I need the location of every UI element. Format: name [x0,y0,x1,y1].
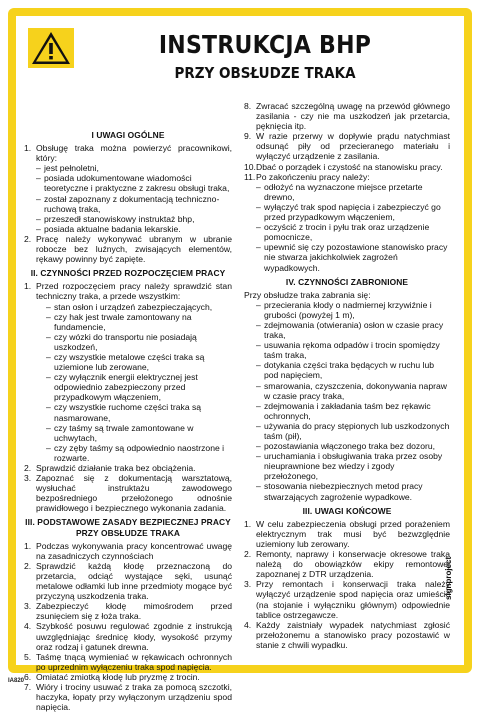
item-number: 3. [24,601,32,612]
dash-item: – pozostawiania włączonego traka bez dozoru, [244,441,450,451]
section-heading: III. UWAGI KOŃCOWE [302,505,392,516]
list-item [24,601,232,621]
dash-item: – oczyścić z trocin i pyłu trak oraz urządzenie pomocnicze, [244,222,450,242]
dash-item: – używania do pracy stępionych lub uszkodzonych taśm (pił), [244,421,450,441]
item-text: Każdy zaistniały wypadek natychmiast zgłosić przełożonemu a stanowisko pracy pozostawić w stanie z chwili wypadku. [256,619,450,650]
item-number: 2. [24,463,32,473]
dash-item: – czy taśmy są trwale zamontowane w uchwytach, [24,423,232,443]
item-text: Sprawdzić działanie traka bez obciążenia. [36,463,196,473]
warning-triangle-icon [28,28,74,68]
item-number: 1. [24,143,32,154]
dash-item: – upewnić się czy pozostawione stanowisko pracy nie stwarza jakichkolwiek zagrożeń wypadkowych. [244,242,450,272]
page-subtitle: PRZY OBSŁUDZE TRAKA [174,64,356,82]
list-item [24,652,232,672]
item-text: W razie przerwy w dopływie prądu natychmiast odsunąć piły od przecieranego materiału i wyłączyć urządzenie z zasilania. [256,131,450,162]
product-code: IA820 [8,678,25,684]
item-number: 5. [24,651,32,662]
section-intro: Przy obsłudze traka zabrania się: [244,289,371,300]
dash-item: – posiada udokumentowane wiadomości teoretyczne i praktyczne z zakresu obsługi traka, [24,173,232,193]
dash-item: – uruchamiania i obsługiwania traka przez osoby nieuprawnione bez wiedzy i zgody przełożonego, [244,451,450,481]
dash-item: – posiada aktualne badania lekarskie. [24,224,232,234]
dash-item: – czy wszystkie ruchome części traka są nasmarowane, [24,402,232,422]
item-number: 1. [24,281,32,292]
list-item [244,549,450,579]
right-column [244,101,450,650]
item-text: Podczas wykonywania pracy koncentrować uwagę na zasadniczych czynnościach [36,540,232,561]
list-item [24,541,232,561]
item-text: Taśmę tnącą wymieniać w rękawicach ochronnych po uprzednim wyłączeniu traka spod napięcia. [36,651,232,672]
dash-item: – czy wszystkie metalowe części traka są uziemione lub zerowane, [24,352,232,372]
dash-item: – czy wózki do transportu nie posiadają uszkodzeń, [24,332,232,352]
list-item [24,234,232,264]
item-text: Zapoznać się z dokumentacją warsztatową, wysłuchać instruktażu zawodowego bezpośredniego przełożonego odnośnie prawidłowego i bezpiecznego wykonania zadania. [36,473,232,514]
list-item [24,143,232,163]
dash-item: – wyłączyć trak spod napięcia i zabezpieczyć go przed przypadkowym włączeniem, [244,202,450,222]
list-item [24,473,232,513]
list-item [244,131,450,161]
item-text: Omiatać zmiotką kłodę lub pryzmę z trocin. [36,671,200,682]
dash-item: – czy hak jest trwale zamontowany na fundamencie, [24,312,232,332]
dash-item: – stan osłon i urządzeń zabezpieczających, [24,302,232,312]
dash-item: – czy wyłącznik energii elektrycznej jest odpowiednio zabezpieczony przed przypadkowym włączeniem, [24,372,232,402]
section-heading: II. CZYNNOŚCI PRZED ROZPOCZĘCIEM PRACY [30,268,226,279]
list-item [24,463,232,473]
item-number: 3. [244,579,252,590]
item-text: Wióry i trociny usuwać z traka za pomocą szczotki, haczyka, łopaty przy wyłączonym urządzeniu spod napięcia. [36,681,232,712]
list-item [24,672,232,682]
item-text: Przy remontach i konserwacji traka należy wyłączyć urządzenie spod napięcia oraz umieścić (na stojanie i wyłączniku głównym) odpowiednie tablice ostrzegawcze. [256,579,450,620]
item-text: Dbać o porządek i czystość na stanowisku pracy. [256,161,443,172]
section-heading: IV. CZYNNOŚCI ZABRONIONE [285,276,409,287]
item-text: Szybkość posuwu regulować zgodnie z instrukcją uwzględniając średnicę kłody, wysokość przymy oraz rodzaj i gatunek drewna. [36,621,232,652]
dash-item: – zdejmowania (otwierania) osłon w czasie pracy traka, [244,320,450,340]
item-number: 8. [244,101,252,111]
item-text: Obsługę traka można powierzyć pracownikowi, który: [36,143,232,164]
item-number: 4. [24,621,32,632]
dash-item: – przecierania kłody o nadmiernej krzywiźnie i grubości (powyżej 1 m), [244,300,450,320]
dash-item: – dotykania części traka będących w ruchu lub pod napięciem, [244,360,450,380]
item-number: 1. [244,518,252,529]
item-text: Po zakończeniu pracy należy: [256,171,370,182]
dash-item: – smarowania, czyszczenia, dokonywania napraw w czasie pracy traka, [244,381,450,401]
list-item [24,561,232,601]
section-heading: I UWAGI OGÓLNE [91,130,165,140]
item-number: 10. [244,161,256,172]
list-item [244,579,450,619]
item-number: 2. [24,560,32,571]
item-text: Sprawdzić każdą kłodę przeznaczoną do przetarcia, odciąć wystające sęki, usunąć metalowe odłamki lub inne przedmioty mogące być przyczyną uszkodzenia traka. [36,560,232,602]
item-number: 9. [244,131,252,142]
item-text: Przed rozpoczęciem pracy należy sprawdzić stan techniczny traka, a przede wszystkim: [36,281,232,302]
item-text: W celu zabezpieczenia obsługi przed porażeniem elektrycznym trak musi być bezwzględnie uziemiony lub zerowany. [256,518,450,549]
brand-logo: signproject [444,556,453,600]
dash-item: – zdejmowania i zakładania taśm bez rękawic ochronnych, [244,401,450,421]
item-text: Zwracać szczególną uwagę na przewód głównego zasilania - czy nie ma uszkodzeń jak przetarcia, pęknięcia itp. [256,101,450,132]
item-number: 1. [24,540,32,551]
item-number: 7. [24,681,32,692]
dash-item: – odłożyć na wyznaczone miejsce przetarte drewno, [244,182,450,202]
left-column [24,101,232,712]
section-heading: III. PODSTAWOWE ZASADY BEZPIECZNEJ PRACY PRZY OBSŁUDZE TRAKA [25,517,231,538]
item-number: 2. [24,233,32,244]
list-item [24,281,232,301]
dash-item: – przeszedł stanowiskowy instruktaż bhp, [24,214,232,224]
item-number: 6. [24,671,32,682]
dash-item: – stosowania niebezpiecznych metod pracy stwarzających zagrożenie wypadkowe. [244,481,450,501]
item-text: Zabezpieczyć kłodę mimośrodem przed zsunięciem się z łoża traka. [36,601,232,622]
list-item [244,519,450,549]
item-number: 2. [244,549,252,560]
item-text: Remonty, naprawy i konserwacje okresowe traka należą do obowiązków ekipy remontowej zapoznanej z DTR urządzenia. [256,549,450,580]
item-number: 3. [24,473,32,484]
list-item [24,621,232,651]
item-number: 11. [244,171,256,182]
dash-item: – usuwania rękoma odpadów i trocin spomiędzy taśm traka, [244,340,450,360]
list-item [244,162,450,172]
dash-item: – został zapoznany z dokumentacją techniczno-ruchową traka, [24,194,232,214]
list-item [244,172,450,182]
item-number: 4. [244,619,252,630]
list-item [24,682,232,712]
dash-item: – czy zęby taśmy są odpowiednio naostrzone i rozwarte. [24,443,232,463]
list-item [244,101,450,131]
page-title: INSTRUKCJA BHP [158,30,372,59]
list-item [244,620,450,650]
item-text: Pracę należy wykonywać ubranym w ubranie robocze bez luźnych, zwisających elementów, rękawy powinny być zapięte. [36,233,232,265]
dash-item: – jest pełnoletni, [24,163,232,173]
